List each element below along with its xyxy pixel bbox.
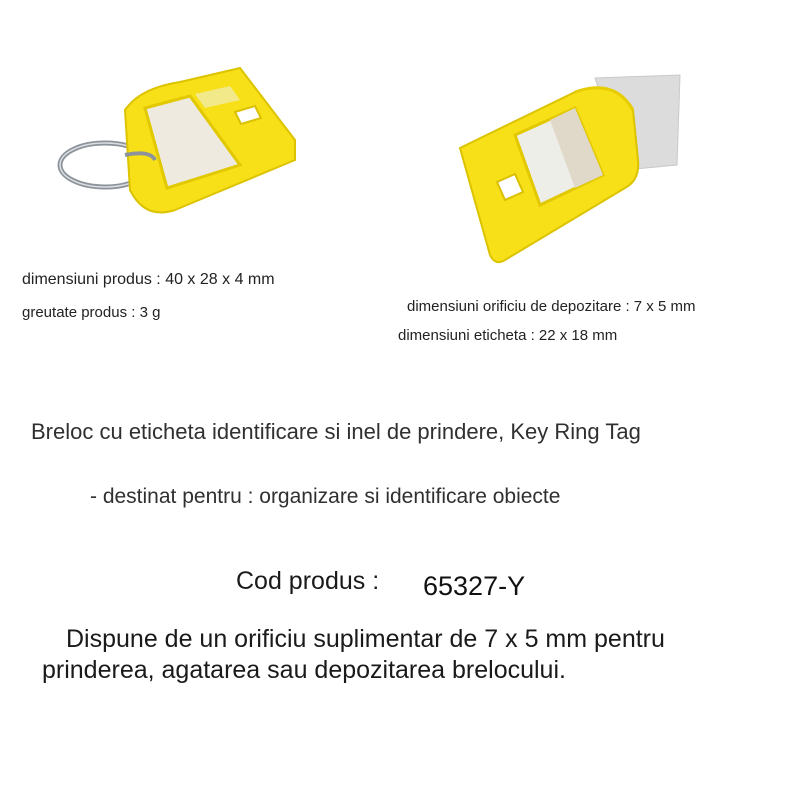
product-code-value: 65327-Y xyxy=(423,571,526,601)
product-photo-left xyxy=(55,60,305,230)
description-line-2: prinderea, agatarea sau depozitarea brelocului. xyxy=(42,656,566,684)
label-dimensions-text: dimensiuni eticheta : 22 x 18 mm xyxy=(398,327,618,344)
key-tag-label-image xyxy=(455,70,685,265)
description-line-1: Dispune de un orificiu suplimentar de 7 x 5 mm pentru xyxy=(66,625,665,653)
key-tag-with-ring-image xyxy=(55,60,305,230)
product-code-label: Cod produs : xyxy=(236,567,380,595)
product-photo-right xyxy=(455,70,685,265)
storage-hole-dimensions-text: dimensiuni orificiu de depozitare : 7 x 5 mm xyxy=(407,298,696,315)
product-dimensions-text: dimensiuni produs : 40 x 28 x 4 mm xyxy=(22,271,275,288)
product-description xyxy=(42,624,782,686)
product-weight-text: greutate produs : 3 g xyxy=(22,304,161,321)
product-title: Breloc cu eticheta identificare si inel de prindere, Key Ring Tag xyxy=(31,419,641,444)
product-purpose: - destinat pentru : organizare si identificare obiecte xyxy=(90,485,561,508)
